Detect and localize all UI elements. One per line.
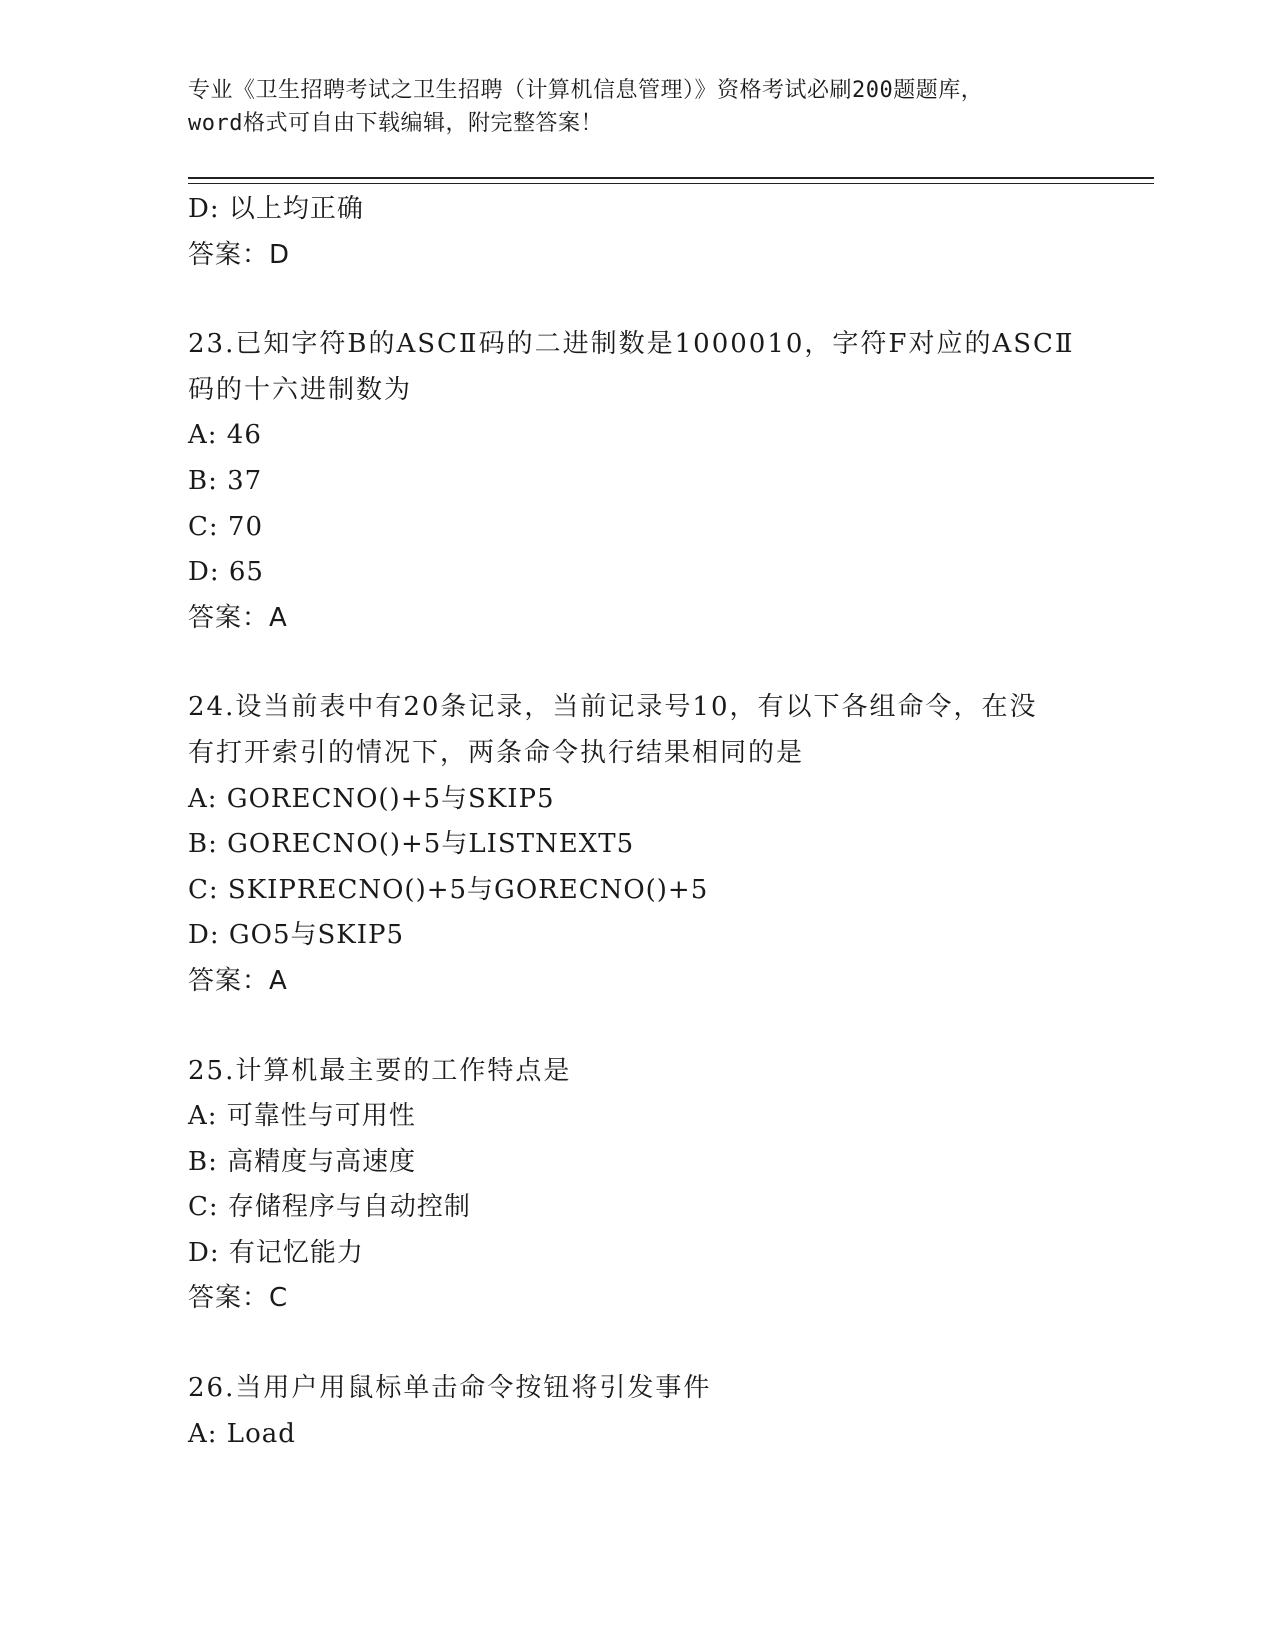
answer-line: 答案：A (188, 602, 288, 633)
header-rule-thin (188, 183, 1154, 184)
question-text-line-2: 码的十六进制数为 (188, 374, 413, 405)
option-d: D: GO5与SKIP5 (188, 920, 405, 951)
option-a: A: Load (188, 1418, 296, 1449)
header-line-2: word格式可自由下载编辑，附完整答案！ (188, 111, 603, 136)
header-rule-thick (188, 177, 1154, 179)
answer-line: 答案：A (188, 965, 288, 996)
option-c: C: 70 (188, 511, 264, 542)
option-c: C: 存储程序与自动控制 (188, 1192, 471, 1223)
document-body (188, 187, 1088, 1457)
option-a: A: 可靠性与可用性 (188, 1101, 416, 1132)
option-b: B: 高精度与高速度 (188, 1146, 417, 1177)
option-d: D: 以上均正确 (188, 194, 364, 224)
option-b: B: 37 (188, 465, 263, 496)
option-b: B: GORECNO()+5与LISTNEXT5 (188, 829, 635, 860)
question-26 (188, 1366, 1088, 1457)
option-a: A: GORECNO()+5与SKIP5 (188, 783, 555, 814)
option-a: A: 46 (188, 420, 262, 451)
question-text-line-1: 26.当用户用鼠标单击命令按钮将引发事件 (188, 1373, 712, 1404)
question-24 (188, 685, 1088, 1004)
answer-line: 答案：C (188, 1283, 289, 1314)
question-text-line-1: 24.设当前表中有20条记录，当前记录号10，有以下各组命令，在没 (188, 692, 1038, 723)
question-25 (188, 1049, 1088, 1323)
question-text-line-1: 23.已知字符B的ASCⅡ码的二进制数是1000010，字符F对应的ASCⅡ (188, 329, 1075, 360)
answer-line: 答案：D (188, 239, 291, 270)
document-header (188, 74, 1088, 140)
question-text-line-1: 25.计算机最主要的工作特点是 (188, 1055, 572, 1086)
option-c: C: SKIPRECNO()+5与GORECNO()+5 (188, 874, 709, 905)
question-23 (188, 322, 1088, 641)
header-line-1: 专业《卫生招聘考试之卫生招聘（计算机信息管理）》资格考试必刷200题题库， (188, 78, 984, 103)
question-fragment (188, 187, 1088, 278)
question-text-line-2: 有打开索引的情况下，两条命令执行结果相同的是 (188, 737, 805, 768)
option-d: D: 65 (188, 557, 264, 588)
option-d: D: 有记忆能力 (188, 1237, 364, 1268)
